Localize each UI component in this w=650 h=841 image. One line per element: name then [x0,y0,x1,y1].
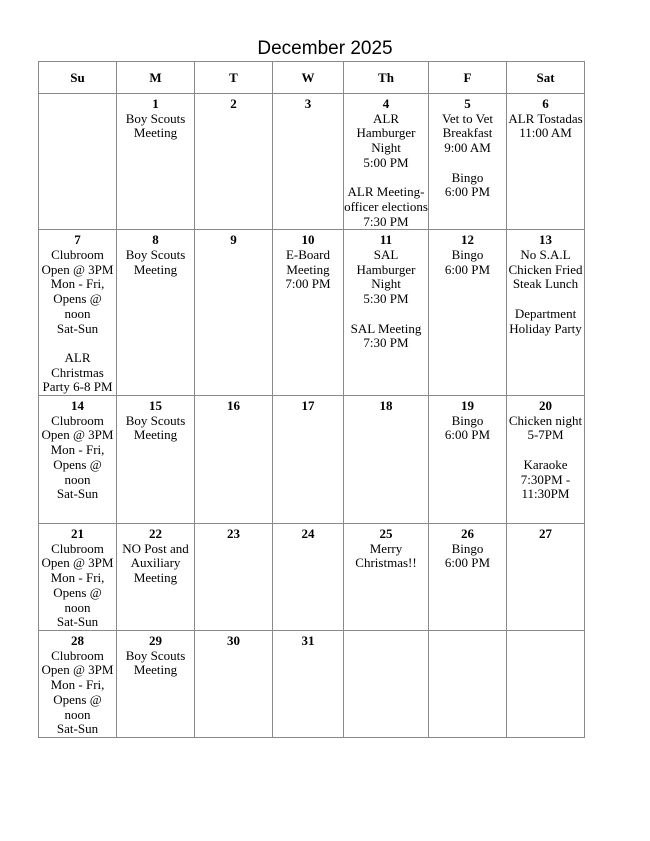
day-number: 12 [461,232,474,248]
day-cell [117,524,195,631]
day-cell [39,630,117,737]
day-number: 13 [539,232,552,248]
day-events: NO Post and Auxiliary Meeting [122,540,189,586]
day-events: Boy Scouts Meeting [125,247,186,277]
day-cell [429,630,507,737]
day-number: 28 [71,632,84,648]
weekday-header-row [39,62,585,94]
day-number: 26 [461,526,474,542]
day-events: Bingo 6:00 PM [444,540,491,571]
day-cell [344,630,429,737]
weekday-header: W [273,62,344,94]
day-number: 10 [301,232,315,248]
day-events: ALR Tostadas 11:00 AM [508,110,583,141]
day-number: 21 [71,526,84,542]
week-row [39,230,585,396]
day-cell [195,630,273,737]
day-events: Chicken night 5-7PM Karaoke 7:30PM - 11:30PM [508,412,583,502]
day-cell [273,630,344,737]
week-row [39,94,585,230]
day-number: 23 [227,526,240,542]
day-cell [507,94,585,230]
day-events: Clubroom Open @ 3PM Mon - Fri, Opens @ noon Sat-Sun ALR Christmas Party 6-8 PM [41,247,114,395]
calendar-grid [38,61,585,738]
day-number: 30 [227,632,240,648]
day-cell [39,524,117,631]
day-events: Clubroom Open @ 3PM Mon - Fri, Opens @ noon Sat-Sun [41,412,114,502]
day-cell [117,94,195,230]
day-cell [117,630,195,737]
day-events: Boy Scouts Meeting [125,412,186,443]
day-events: Bingo 6:00 PM [444,412,491,443]
day-events: Clubroom Open @ 3PM Mon - Fri, Opens @ noon Sat-Sun [41,540,114,630]
day-events: Merry Christmas!! [355,540,417,571]
day-number: 8 [152,232,159,248]
day-cell [429,524,507,631]
day-events: SAL Hamburger Night 5:30 PM SAL Meeting 7:30 PM [350,247,422,351]
day-number: 29 [149,632,162,648]
day-events: Vet to Vet Breakfast 9:00 AM Bingo 6:00 PM [441,110,494,200]
weekday-header: T [195,62,273,94]
day-cell [273,230,344,396]
day-number: 6 [542,96,549,111]
day-events: Boy Scouts Meeting [125,647,186,678]
day-cell [273,524,344,631]
day-number: 4 [382,96,390,111]
day-number: 14 [71,398,84,414]
day-cell [195,230,273,396]
day-cell [195,94,273,230]
day-events: Clubroom Open @ 3PM Mon - Fri, Opens @ noon Sat-Sun [41,647,114,737]
day-cell [273,396,344,524]
weekday-header: M [117,62,195,94]
day-cell [429,396,507,524]
day-cell [507,230,585,396]
day-number: 3 [304,96,312,111]
day-number: 24 [301,526,315,542]
day-number: 1 [152,96,159,111]
day-cell [195,524,273,631]
day-number: 15 [149,398,162,414]
day-cell [117,230,195,396]
day-number: 9 [230,232,237,248]
day-cell [507,630,585,737]
day-cell [429,94,507,230]
day-number: 19 [461,398,474,414]
day-number: 18 [379,398,393,414]
calendar-title-text: December 2025 [257,38,393,59]
day-cell [507,524,585,631]
day-number: 27 [539,526,552,542]
weekday-header: F [429,62,507,94]
calendar-title [0,38,650,60]
day-number: 25 [379,526,393,542]
day-cell [344,396,429,524]
day-cell [507,396,585,524]
day-cell [344,524,429,631]
day-cell [273,94,344,230]
day-cell [117,396,195,524]
day-number: 31 [301,632,315,648]
day-cell [429,230,507,396]
day-number: 17 [301,398,315,414]
week-row [39,524,585,631]
day-number: 7 [74,232,81,248]
week-row [39,630,585,737]
day-cell [344,230,429,396]
day-events: Boy Scouts Meeting [125,110,186,141]
weekday-header: Su [39,62,117,94]
day-number: 2 [230,96,237,111]
weekday-header: Sat [507,62,585,94]
day-cell [39,396,117,524]
day-number: 5 [464,96,471,111]
day-events: No S.A.L Chicken Fried Steak Lunch Department Holiday Party [508,247,583,336]
day-events: E-Board Meeting 7:00 PM [285,247,331,292]
day-cell [344,94,429,230]
day-cell [39,230,117,396]
day-events: Bingo 6:00 PM [444,247,491,277]
day-number: 11 [379,232,393,248]
day-number: 20 [539,398,552,414]
day-number: 16 [227,398,240,414]
weekday-header: Th [344,62,429,94]
day-cell [195,396,273,524]
day-events: ALR Hamburger Night 5:00 PM ALR Meeting- officer elections 7:30 PM [344,110,428,229]
day-cell [39,94,117,230]
day-number: 22 [149,526,162,542]
week-row [39,396,585,524]
